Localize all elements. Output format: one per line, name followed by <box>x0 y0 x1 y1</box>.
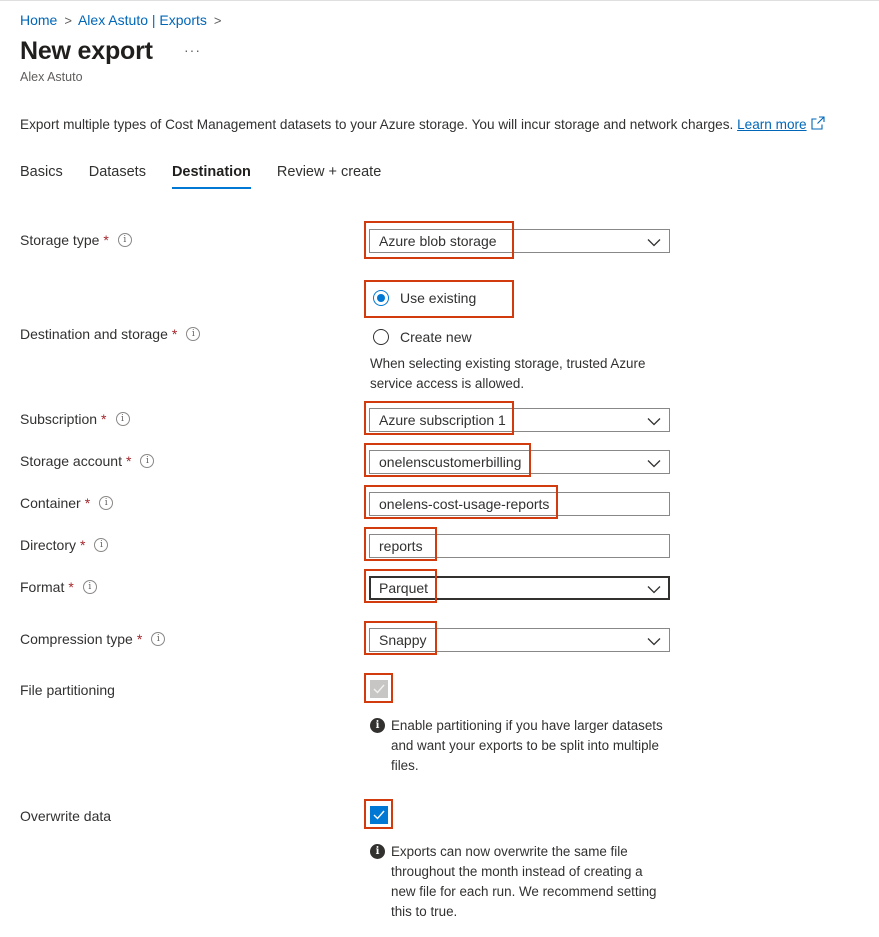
subscription-value: Azure subscription 1 <box>379 412 506 428</box>
overwrite-label-text: Overwrite data <box>20 808 112 824</box>
format-dropdown[interactable] <box>369 576 670 600</box>
destination-label-text: Destination and storage <box>20 326 168 342</box>
required-marker: * <box>125 453 132 469</box>
page-title: New export <box>20 37 153 65</box>
wizard-tabs <box>20 164 407 189</box>
compression-value: Snappy <box>379 632 427 648</box>
directory-label-text: Directory <box>20 537 77 553</box>
info-icon[interactable]: i <box>151 632 165 646</box>
subscription-label <box>20 411 130 427</box>
checkmark-icon <box>373 810 385 820</box>
use-existing-label: Use existing <box>400 290 477 306</box>
destination-label <box>20 326 200 342</box>
page-subtitle: Alex Astuto <box>20 70 83 84</box>
chevron-down-icon <box>647 582 661 598</box>
container-label <box>20 495 113 511</box>
required-marker: * <box>171 326 178 342</box>
compression-label-text: Compression type <box>20 631 133 647</box>
tab-destination[interactable]: Destination <box>172 164 251 189</box>
storage-type-dropdown[interactable] <box>369 229 670 253</box>
radio-selected-icon <box>373 290 389 306</box>
required-marker: * <box>68 579 74 595</box>
container-input[interactable] <box>369 492 670 516</box>
info-icon[interactable]: i <box>140 454 154 468</box>
storage-account-label-text: Storage account <box>20 453 122 469</box>
info-icon[interactable]: i <box>116 412 130 426</box>
container-value: onelens-cost-usage-reports <box>379 496 550 512</box>
checkmark-icon <box>373 684 385 694</box>
directory-label <box>20 537 108 553</box>
storage-type-label <box>20 232 132 248</box>
breadcrumb-home[interactable]: Home <box>20 12 58 28</box>
directory-input[interactable] <box>369 534 670 558</box>
page-description <box>20 116 825 133</box>
storage-type-label-text: Storage type <box>20 232 100 248</box>
info-icon[interactable]: i <box>83 580 97 594</box>
storage-type-value: Azure blob storage <box>379 233 497 249</box>
format-label <box>20 579 97 595</box>
chevron-down-icon <box>647 634 661 650</box>
breadcrumb-exports[interactable]: Alex Astuto | Exports <box>77 12 207 28</box>
overwrite-info-text: Exports can now overwrite the same file throughout the month instead of creating a new file for each run. We recommend setting this to true. <box>391 844 657 919</box>
tab-basics[interactable]: Basics <box>20 164 63 180</box>
description-text: Export multiple types of Cost Management datasets to your Azure storage. You will incur storage and network charges. <box>20 117 738 132</box>
chevron-down-icon <box>647 414 661 430</box>
radio-unselected-icon <box>373 329 389 345</box>
chevron-down-icon <box>647 235 661 251</box>
compression-dropdown[interactable] <box>369 628 670 652</box>
info-filled-icon: i <box>370 718 385 733</box>
file-partitioning-checkbox[interactable] <box>370 680 388 698</box>
compression-label <box>20 631 165 647</box>
learn-more-link[interactable]: Learn more <box>737 117 807 132</box>
top-divider <box>0 0 879 1</box>
info-icon[interactable]: i <box>94 538 108 552</box>
tab-review-create[interactable]: Review + create <box>276 164 382 180</box>
overwrite-label <box>20 808 111 824</box>
breadcrumb-separator: > <box>64 12 72 28</box>
destination-help-text: When selecting existing storage, trusted Azure service access is allowed. <box>370 356 646 391</box>
required-marker: * <box>80 537 86 553</box>
more-options-button[interactable]: ··· <box>184 42 201 58</box>
info-icon[interactable]: i <box>99 496 113 510</box>
file-partitioning-label-text: File partitioning <box>20 682 115 698</box>
required-marker: * <box>103 232 109 248</box>
storage-account-label <box>20 453 154 469</box>
breadcrumb <box>20 12 227 28</box>
chevron-down-icon <box>647 456 661 472</box>
required-marker: * <box>136 631 143 647</box>
overwrite-checkbox[interactable] <box>370 806 388 824</box>
file-partitioning-label <box>20 682 115 698</box>
file-partitioning-info <box>370 716 670 776</box>
info-icon[interactable]: i <box>118 233 132 247</box>
tab-datasets[interactable]: Datasets <box>88 164 146 180</box>
subscription-label-text: Subscription <box>20 411 98 427</box>
info-filled-icon: i <box>370 844 385 859</box>
storage-account-value: onelenscustomerbilling <box>379 454 522 470</box>
subscription-dropdown[interactable] <box>369 408 670 432</box>
format-value: Parquet <box>379 580 429 596</box>
external-link-icon <box>811 116 825 133</box>
required-marker: * <box>84 495 91 511</box>
container-label-text: Container <box>20 495 81 511</box>
overwrite-info <box>370 842 670 922</box>
storage-account-dropdown[interactable] <box>369 450 670 474</box>
required-marker: * <box>101 411 107 427</box>
directory-value: reports <box>379 538 423 554</box>
radio-use-existing[interactable] <box>373 290 476 306</box>
breadcrumb-separator: > <box>213 12 222 28</box>
radio-create-new[interactable] <box>373 329 472 345</box>
file-partitioning-info-text: Enable partitioning if you have larger datasets and want your exports to be split into multiple files. <box>391 718 663 773</box>
format-label-text: Format <box>20 579 65 595</box>
info-icon[interactable]: i <box>186 327 200 341</box>
create-new-label: Create new <box>400 329 472 345</box>
